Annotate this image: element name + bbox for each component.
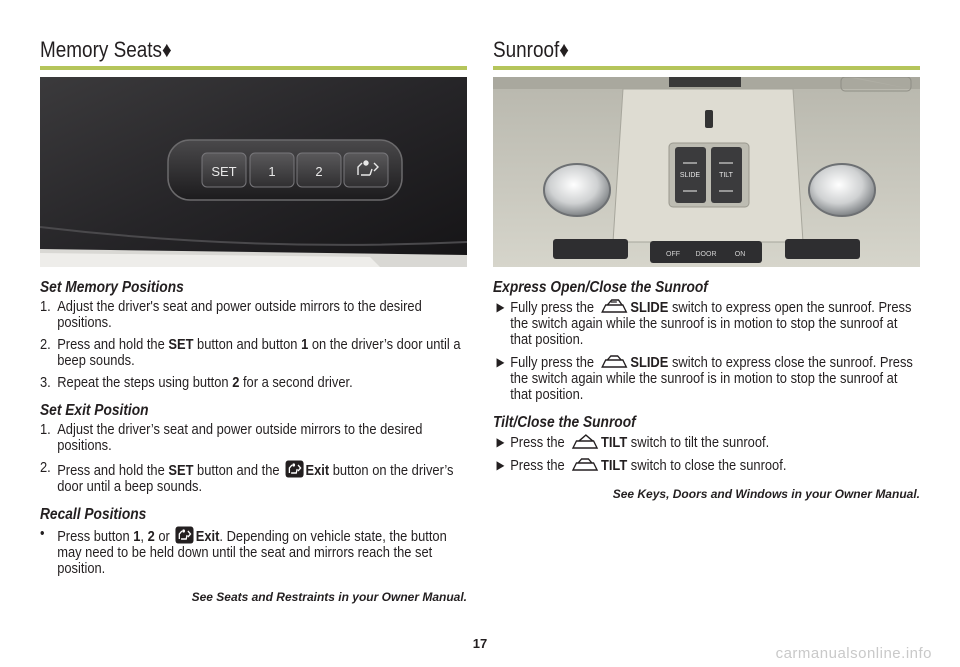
set-button-label: SET bbox=[211, 164, 237, 179]
list-item: 2. Press and hold the SET button and button 1 on the driver’s door until a beep sounds. bbox=[40, 336, 461, 369]
list-item: 1. Adjust the driver's seat and power outside mirrors to the desired positions. bbox=[40, 298, 422, 331]
section-rule bbox=[493, 66, 920, 70]
memory-seats-title: Memory Seats♦ bbox=[40, 37, 172, 62]
sunroof-tilt-icon bbox=[570, 434, 599, 450]
slide-switch-label: SLIDE bbox=[679, 172, 701, 179]
list-item: 3. Repeat the steps using button 2 for a second driver. bbox=[40, 374, 353, 391]
dome-off-label: OFF bbox=[666, 251, 680, 258]
list-item: • Press button 1, 2 or Exit. Depending on vehicle state, the button may need to be held down until the seat and mirrors reach the set position. bbox=[40, 525, 447, 577]
tilt-switch-label: TILT bbox=[719, 172, 733, 179]
exit-seat-icon bbox=[285, 460, 304, 478]
list-item: ▶ Press the TILT switch to close the sunroof. bbox=[496, 457, 787, 474]
list-item: ▶ Fully press the SLIDE switch to express open the sunroof. Press the switch again while the sunroof is in motion to stop the sunroof at that position. bbox=[496, 299, 912, 348]
list-item: 1. Adjust the driver’s seat and power outside mirrors to the desired positions. bbox=[40, 421, 423, 454]
exit-seat-icon bbox=[175, 526, 194, 544]
sunroof-open-icon bbox=[599, 299, 628, 315]
sunroof-reference: See Keys, Doors and Windows in your Owner Manual. bbox=[612, 487, 920, 501]
watermark: carmanualsonline.info bbox=[775, 645, 932, 662]
memory-2-button-label: 2 bbox=[315, 164, 323, 179]
memory-1-button-label: 1 bbox=[268, 164, 276, 179]
memory-seats-section bbox=[40, 36, 467, 605]
dome-on-label: ON bbox=[734, 251, 746, 258]
list-item: ▶ Press the TILT switch to tilt the sunroof. bbox=[496, 434, 770, 451]
list-item: ▶ Fully press the SLIDE switch to express close the sunroof. Press the switch again while the sunroof is in motion to stop the sunroof at that position. bbox=[496, 354, 913, 403]
page-number: 17 bbox=[472, 636, 488, 651]
memory-seat-photo bbox=[40, 77, 467, 267]
recall-heading: Recall Positions bbox=[40, 506, 147, 523]
sunroof-close-icon bbox=[570, 457, 599, 473]
list-item: 2. Press and hold the SET button and the Exit button on the driver’s door until a beep sounds. bbox=[40, 459, 454, 495]
sunroof-close-icon bbox=[599, 354, 628, 370]
set-exit-heading: Set Exit Position bbox=[40, 402, 149, 419]
sunroof-title: Sunroof♦ bbox=[493, 37, 569, 62]
tilt-heading: Tilt/Close the Sunroof bbox=[493, 414, 636, 431]
set-memory-heading: Set Memory Positions bbox=[40, 279, 184, 296]
section-rule bbox=[40, 66, 467, 70]
dome-door-label: DOOR bbox=[695, 251, 717, 258]
express-heading: Express Open/Close the Sunroof bbox=[493, 279, 708, 296]
sunroof-console-photo bbox=[493, 77, 920, 267]
seats-reference: See Seats and Restraints in your Owner Manual. bbox=[191, 590, 467, 604]
sunroof-section bbox=[493, 36, 920, 502]
